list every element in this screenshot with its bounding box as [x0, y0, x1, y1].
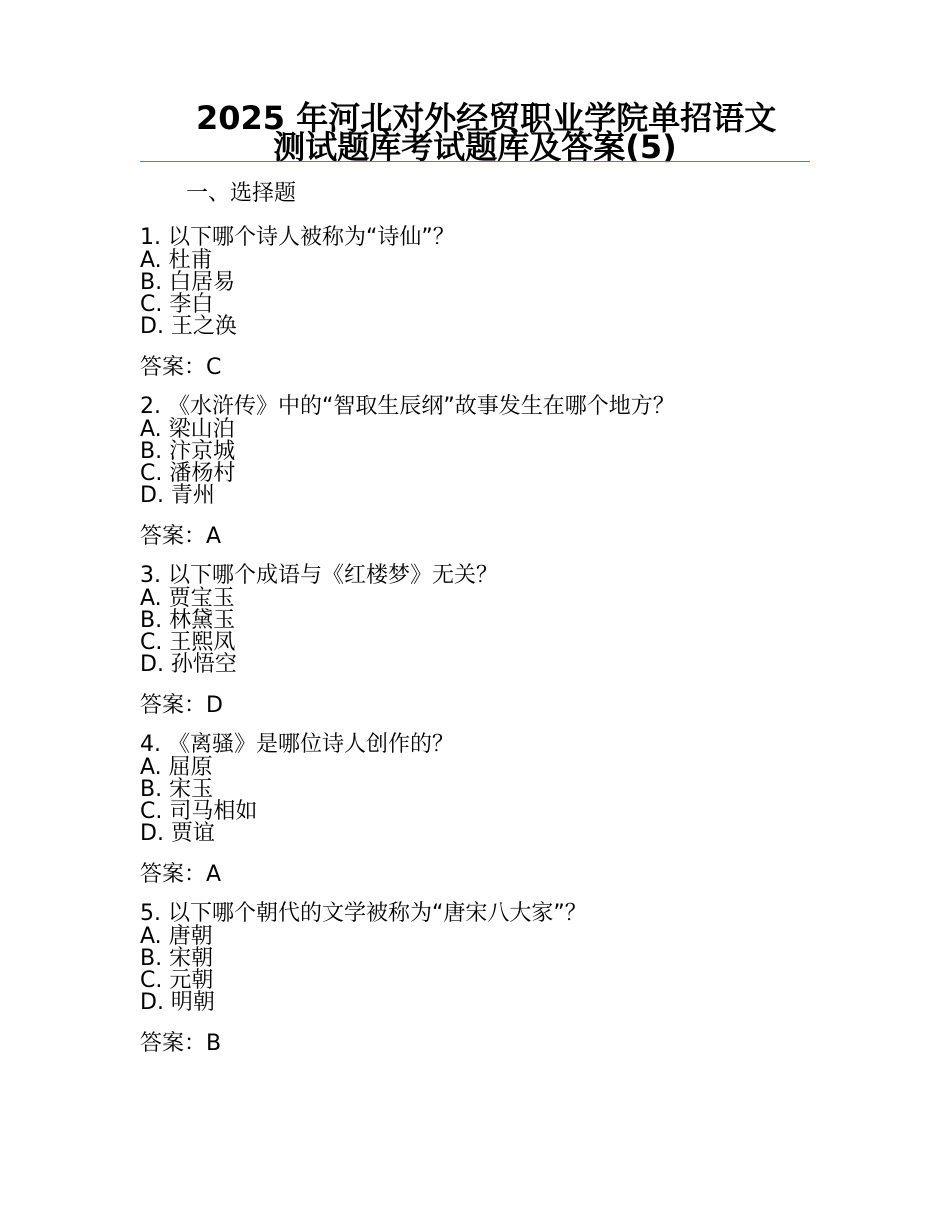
question-5 [140, 902, 820, 1058]
answer-text: 答案：B [140, 1031, 222, 1056]
option-b: B. 宋朝 [140, 946, 214, 971]
option-c: C. 司马相如 [140, 799, 258, 824]
option-b: B. 宋玉 [140, 777, 214, 802]
question-2 [140, 395, 820, 551]
option-d: D. 孙悟空 [140, 652, 237, 677]
option-a: A. 唐朝 [140, 924, 213, 949]
option-d: D. 贾谊 [140, 821, 215, 846]
title-underline [140, 161, 810, 162]
option-a: A. 贾宝玉 [140, 586, 235, 611]
question-text: 1. 以下哪个诗人被称为“诗仙”？ [140, 225, 455, 250]
document-title [140, 99, 810, 166]
answer-text: 答案：A [140, 524, 222, 549]
section-heading: 一、选择题 [186, 181, 297, 206]
question-text: 5. 以下哪个朝代的文学被称为“唐宋八大家”？ [140, 901, 587, 926]
option-list [140, 419, 820, 507]
answer-text: 答案：A [140, 862, 222, 887]
question-3 [140, 564, 820, 720]
question-list [140, 226, 820, 1071]
option-b: B. 汴京城 [140, 439, 236, 464]
option-list [140, 757, 820, 845]
question-1 [140, 226, 820, 382]
option-c: C. 潘杨村 [140, 461, 236, 486]
option-c: C. 王熙凤 [140, 630, 236, 655]
question-4 [140, 733, 820, 889]
option-d: D. 王之涣 [140, 314, 237, 339]
option-c: C. 元朝 [140, 968, 214, 993]
option-d: D. 明朝 [140, 990, 215, 1015]
question-text: 2. 《水浒传》中的“智取生辰纲”故事发生在哪个地方？ [140, 394, 675, 419]
option-d: D. 青州 [140, 483, 215, 508]
answer-text: 答案：D [140, 693, 223, 718]
option-list [140, 588, 820, 676]
question-text: 4. 《离骚》是哪位诗人创作的？ [140, 732, 454, 757]
option-c: C. 李白 [140, 292, 214, 317]
option-a: A. 杜甫 [140, 248, 213, 273]
option-b: B. 白居易 [140, 270, 236, 295]
option-list [140, 250, 820, 338]
question-text: 3. 以下哪个成语与《红楼梦》无关？ [140, 563, 498, 588]
option-b: B. 林黛玉 [140, 608, 236, 633]
answer-text: 答案：C [140, 355, 222, 380]
option-list [140, 926, 820, 1014]
option-a: A. 梁山泊 [140, 417, 235, 442]
document-title-line-2: 测试题库考试题库及答案(5) [273, 128, 677, 166]
document-title-line-1: 2025 年河北对外经贸职业学院单招语文 [196, 99, 777, 137]
option-a: A. 屈原 [140, 755, 213, 780]
